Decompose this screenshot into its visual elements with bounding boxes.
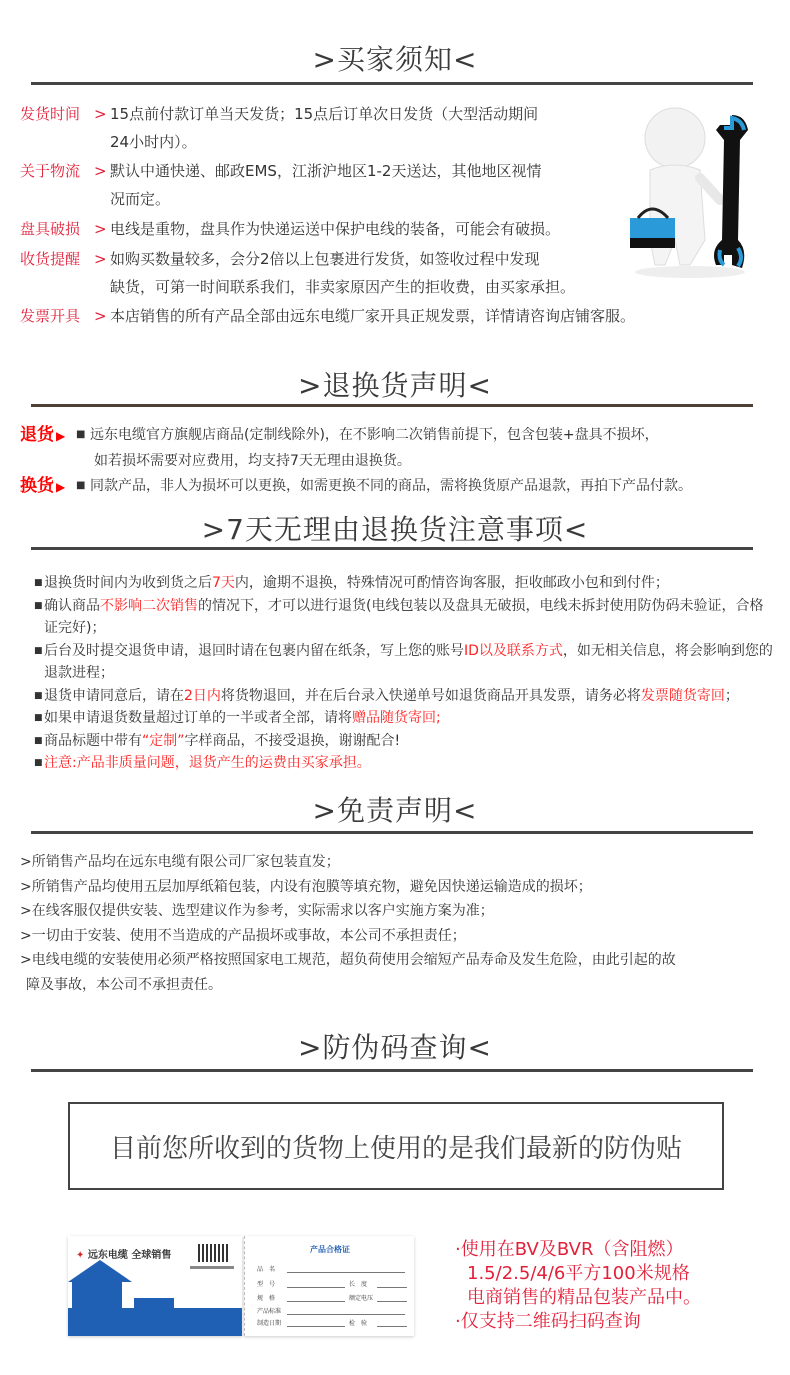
cert-field-label: 制造日期 — [257, 1320, 282, 1327]
disclaimer-item: >一切由于安装、使用不当造成的产品损坏或事故，本公司不承担责任； — [20, 927, 466, 944]
note-text-part: ，如无相关信息，将会影响到您的退款进程； — [44, 642, 773, 681]
ac-note-line: 电商销售的精品包装产品中。 — [467, 1287, 701, 1308]
return-text-cont: 如若损坏需要对应费用，均支持7天无理由退换货。 — [94, 453, 411, 469]
cert-field-label: 长 度 — [349, 1281, 368, 1288]
bullet-icon: ■ — [34, 735, 43, 746]
return-label — [20, 423, 76, 448]
anti-counterfeit-notes — [455, 1238, 701, 1334]
brand-logo — [76, 1246, 171, 1261]
notice-text: 如购买数量较多，会分2倍以上包裹进行发货，如签收过程中发现 — [110, 250, 540, 268]
note-text — [44, 640, 774, 685]
highlight-text: 2日内 — [184, 687, 221, 704]
ac-note-line: ·使用在BV及BVR（含阻燃） — [455, 1239, 684, 1260]
note-text-part: 确认商品 — [44, 597, 100, 614]
exchange-text: 同款产品，非人为损坏可以更换，如需更换不同的商品，需将换货原产品退款，再拍下产品付款。 — [90, 478, 692, 494]
ac-note-line: ·仅支持二维码扫码查询 — [455, 1311, 641, 1332]
cert-field-line — [377, 1326, 407, 1327]
return-statement-divider — [31, 404, 753, 407]
bullet-icon: ■ — [34, 645, 43, 656]
notice-label: 盘具破损 — [20, 220, 81, 238]
notice-text-cont: 24小时内）。 — [110, 133, 197, 151]
cert-field-label: 检 验 — [349, 1320, 368, 1327]
note-text — [44, 685, 739, 708]
cert-field-line — [287, 1287, 345, 1288]
return-text: 远东电缆官方旗舰店商品(定制线除外)，在不影响二次销售前提下，包含包装+盘具不损坏， — [90, 427, 659, 443]
bullet-icon: ■ — [34, 713, 43, 723]
cert-field-label: 产品标准 — [257, 1308, 282, 1315]
notice-text: 电线是重物，盘具作为快递运送中保护电线的装备，可能会有破损。 — [110, 220, 561, 238]
bullet-icon: ■ — [34, 758, 43, 768]
return-statement-title: >退换货声明< — [298, 369, 492, 402]
disclaimer-item: >在线客服仅提供安装、选型建议作为参考，实际需求以客户实施方案为准； — [20, 903, 494, 919]
notice-label: 发货时间 — [20, 105, 81, 123]
notice-label: 关于物流 — [20, 162, 81, 180]
arrow-icon: > — [94, 220, 107, 238]
return-label-text: 退货 — [20, 425, 54, 445]
note-text — [44, 752, 371, 775]
exchange-label-text: 换货 — [20, 476, 54, 496]
anti-counterfeit-title: >防伪码查询< — [298, 1031, 492, 1064]
bullet-icon: ■ — [34, 600, 43, 611]
cert-field-label: 额定电压 — [349, 1295, 374, 1302]
arrow-icon: > — [94, 162, 107, 180]
notice-text: 默认中通快递、邮政EMS，江浙沪地区1-2天送达，其他地区视情 — [110, 162, 542, 180]
arrow-icon: > — [94, 250, 107, 268]
card-blue-band — [68, 1308, 242, 1336]
anti-counterfeit-divider — [31, 1069, 753, 1072]
note-item — [34, 595, 774, 640]
house-icon — [72, 1280, 122, 1308]
cert-field-line — [287, 1326, 345, 1327]
bullet-icon: ■ — [34, 578, 43, 588]
note-text-part: 如果申请退货数量超过订单的一半或者全部，请将 — [44, 710, 352, 726]
notice-label: 发票开具 — [20, 307, 81, 325]
brand-slogan: 全球销售 — [131, 1250, 172, 1261]
brand-name: 远东电缆 — [87, 1250, 128, 1261]
highlight-text: 赠品随货寄回; — [352, 710, 441, 726]
notice-label: 收货提醒 — [20, 250, 81, 268]
note-item — [34, 730, 774, 753]
cert-field-line — [377, 1301, 407, 1302]
cert-field-line — [287, 1272, 405, 1273]
disclaimer-item: >电线电缆的安装使用必须严格按照国家电工规范，超负荷使用会缩短产品寿命及发生危险，由此引起的故 — [20, 952, 676, 968]
buyer-notice-divider — [31, 82, 753, 85]
note-item — [34, 707, 774, 730]
brand-mark-icon: ✦ — [76, 1250, 85, 1261]
note-text-part: 后台及时提交退货申请，退回时请在包裹内留在纸条，写上您的账号 — [44, 642, 464, 659]
anti-counterfeit-notice-box: 目前您所收到的货物上使用的是我们最新的防伪贴 — [68, 1102, 724, 1190]
note-item — [34, 685, 774, 708]
note-text-part: 的情况下，才可以进行退货(电线包装以及盘具无破损，电线未拆封使用防伪码未验证，合格证完好)； — [44, 597, 764, 636]
anti-counterfeit-card-back — [244, 1236, 414, 1336]
note-text-part: 将货物退回，并在后台录入快递单号如退货商品开具发票，请务必将 — [220, 687, 641, 704]
highlight-text: 7天 — [212, 575, 235, 591]
note-text — [44, 595, 774, 640]
worker-mascot-icon — [620, 100, 770, 280]
notice-item-shipping-time — [20, 100, 600, 128]
cert-field-line — [287, 1314, 405, 1315]
note-item — [34, 572, 774, 595]
cert-field-label: 型 号 — [257, 1281, 276, 1288]
highlight-text: 不影响二次销售 — [100, 597, 198, 614]
disclaimer-list — [20, 850, 770, 997]
disclaimer-title: >免责声明< — [312, 794, 478, 827]
notice-item-logistics — [20, 157, 600, 185]
triangle-right-icon: ▶ — [56, 429, 66, 443]
return-item-exchange — [20, 474, 692, 499]
notice-text-cont: 缺货，可第一时间联系我们，非卖家原因产生的拒收费，由买家承担。 — [110, 278, 576, 296]
buyer-notice-title: >买家须知< — [312, 43, 478, 76]
note-text-part: 内，逾期不退换，特殊情况可酌情咨询客服，拒收邮政小包和到付件； — [234, 575, 669, 591]
note-text-part: ； — [724, 687, 739, 704]
anti-counterfeit-card-front — [68, 1236, 242, 1336]
note-text — [44, 707, 441, 730]
return-item-return — [20, 423, 659, 448]
bullet-icon: ■ — [34, 690, 43, 701]
note-text-part: 字样商品，不接受退换，谢谢配合! — [184, 732, 401, 749]
house-roof-icon — [68, 1260, 132, 1282]
note-text — [44, 730, 400, 753]
highlight-text: 注意:产品非质量问题，退货产生的运费由买家承担。 — [44, 755, 371, 771]
disclaimer-divider — [31, 831, 753, 834]
disclaimer-item: >所销售产品均使用五层加厚纸箱包装，内设有泡膜等填充物，避免因快递运输造成的损坏； — [20, 878, 592, 895]
highlight-text: ID以及联系方式 — [464, 642, 563, 659]
notice-text-cont: 况而定。 — [110, 190, 171, 208]
seven-day-notes-title: >7天无理由退换货注意事项< — [201, 513, 589, 546]
arrow-icon: > — [94, 307, 107, 325]
seven-day-notes-list — [34, 572, 774, 775]
arrow-icon: > — [94, 105, 107, 123]
cert-field-line — [377, 1287, 407, 1288]
skyline-icon — [134, 1298, 174, 1308]
note-text-part: 商品标题中带有 — [44, 732, 142, 749]
triangle-right-icon: ▶ — [56, 480, 66, 494]
qr-caption — [190, 1266, 234, 1269]
note-text-part: 退换货时间内为收到货之后 — [44, 575, 212, 591]
disclaimer-item: >所销售产品均在远东电缆有限公司厂家包装直发； — [20, 854, 340, 870]
qr-code-icon — [198, 1244, 230, 1262]
notice-item-receipt-reminder — [20, 245, 600, 273]
note-item — [34, 640, 774, 685]
highlight-text: 发票随货寄回 — [640, 687, 725, 704]
cert-field-label: 品 名 — [257, 1266, 276, 1273]
exchange-label — [20, 474, 76, 499]
bullet-icon: ■ — [76, 429, 86, 440]
cert-field-label: 规 格 — [257, 1295, 276, 1302]
cert-field-line — [287, 1301, 345, 1302]
notice-text: 本店销售的所有产品全部由远东电缆厂家开具正规发票，详情请咨询店铺客服。 — [110, 307, 636, 325]
highlight-text: “定制” — [142, 732, 185, 749]
note-text-part: 退货申请同意后，请在 — [44, 687, 184, 704]
notice-text: 15点前付款订单当天发货；15点后订单次日发货（大型活动期间 — [110, 105, 539, 123]
disclaimer-item-cont: 障及事故，本公司不承担责任。 — [26, 976, 222, 993]
certificate-title: 产品合格证 — [310, 1245, 350, 1254]
ac-note-line: 1.5/2.5/4/6平方100米规格 — [467, 1263, 690, 1284]
seven-day-notes-divider — [31, 547, 753, 550]
note-text — [44, 572, 669, 595]
notice-item-invoice — [20, 302, 790, 330]
bullet-icon: ■ — [76, 480, 86, 491]
note-item — [34, 752, 774, 775]
